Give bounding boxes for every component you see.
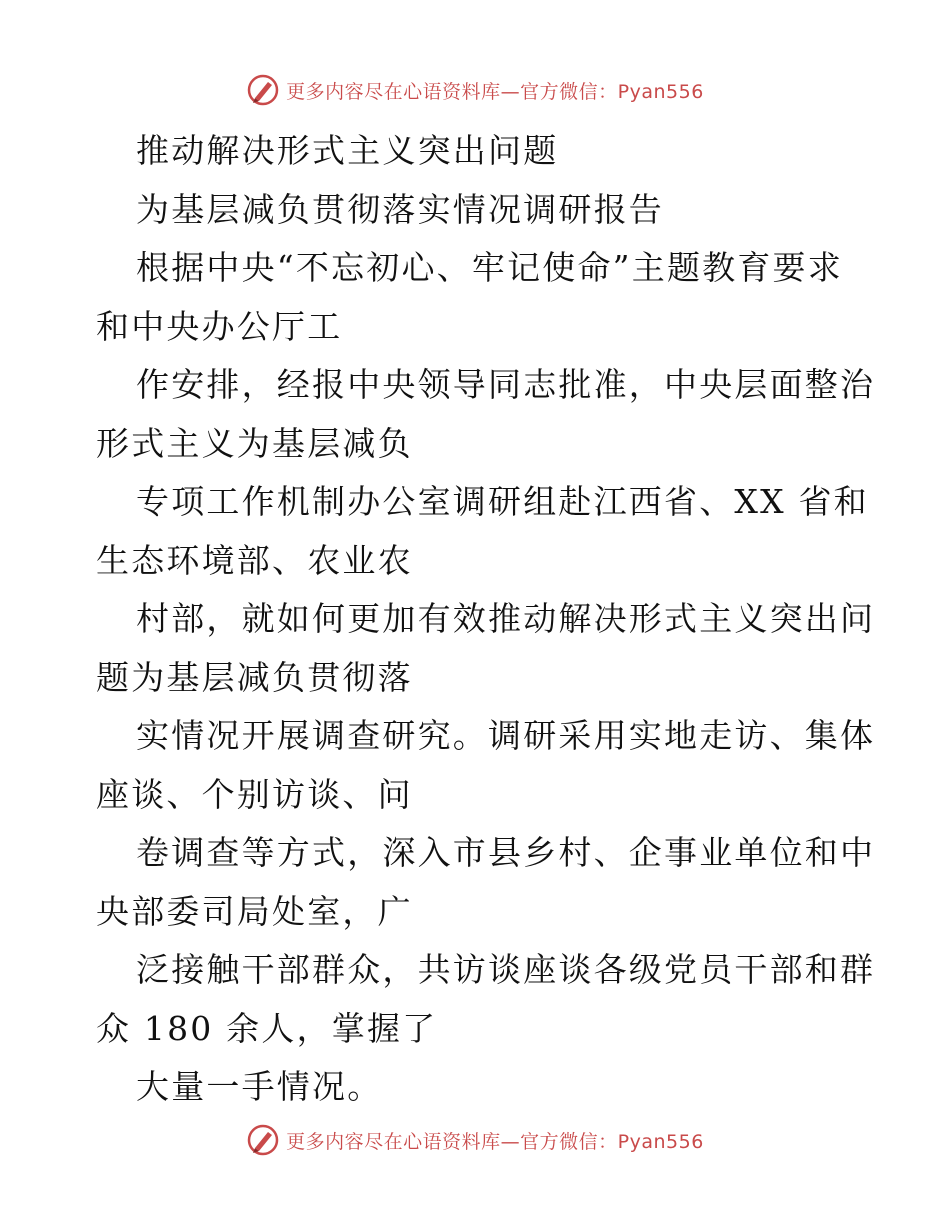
- pen-logo-icon: [246, 73, 280, 107]
- text-line: 作安排，经报中央领导同志批准，中央层面整治: [136, 365, 876, 404]
- footer-banner: [0, 1120, 950, 1160]
- text-line: 众 180 余人，掌握了: [96, 1008, 438, 1048]
- text-line: 和中央办公厅工: [96, 306, 343, 346]
- text-line: 实情况开展调查研究。调研采用实地走访、集体: [136, 716, 876, 755]
- text-line: 村部，就如何更加有效推动解决形式主义突出问: [136, 599, 876, 638]
- text-line: 座谈、个别访谈、问: [96, 774, 413, 814]
- pen-logo-icon: [246, 1123, 280, 1157]
- text-line: 卷调查等方式，深入市县乡村、企事业单位和中: [136, 833, 876, 872]
- header-banner: [0, 70, 950, 110]
- text-line: 题为基层减负贯彻落: [96, 657, 413, 697]
- banner-text: 更多内容尽在心语资料库—官方微信：Pyan556: [286, 80, 704, 103]
- text-line: 根据中央“不忘初心、牢记使命”主题教育要求: [136, 248, 843, 287]
- banner-text: 更多内容尽在心语资料库—官方微信：Pyan556: [286, 1130, 704, 1153]
- document-body: [96, 122, 876, 1117]
- text-line: 为基层减负贯彻落实情况调研报告: [136, 189, 664, 229]
- text-line: 生态环境部、农业农: [96, 540, 413, 580]
- text-line: 泛接触干部群众，共访谈座谈各级党员干部和群: [136, 950, 876, 989]
- text-line: 推动解决形式主义突出问题: [136, 131, 559, 170]
- text-line: 专项工作机制办公室调研组赴江西省、XX 省和: [136, 482, 869, 521]
- text-line: 形式主义为基层减负: [96, 423, 413, 463]
- text-line: 大量一手情况。: [136, 1067, 383, 1106]
- text-line: 央部委司局处室，广: [96, 891, 413, 931]
